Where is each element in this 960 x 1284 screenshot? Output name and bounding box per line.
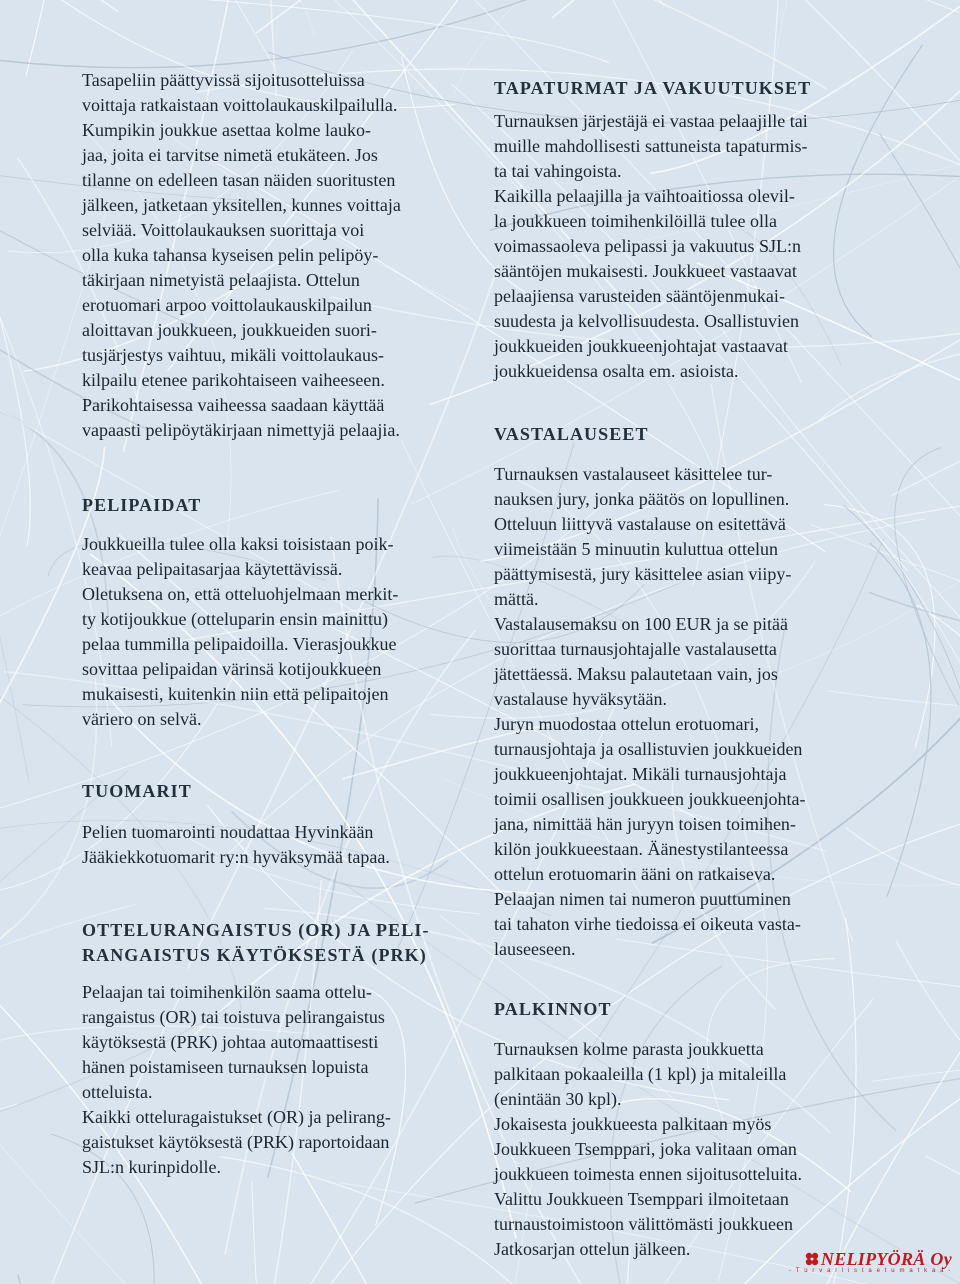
logo-name: NELIPYÖRÄ Oy [820, 1249, 952, 1269]
palkinnot-heading: PALKINNOT [494, 999, 612, 1019]
vastalauseet-text: Turnauksen vastalauseet käsittelee tur- nauksen jury, jonka päätös on lopullinen. Otteluun liittyvä vastalause on esitettävä viimeistään 5 minuutin kuluttua ottelun päättymisestä, jury käsittelee asian viipy- mättä. Vastalausemaksu on 100 EUR ja se pitää suorittaa turnausjohtajalle vastalausetta jätettäessä. Maksu palautetaan vain, jos vastalause hyväksytään. Juryn muodostaa ottelun erotuomari, turnausjohtaja ja osallistuvien joukkueiden joukkueenjohtajat. Mikäli turnausjohtaja toimii osallisen joukkueen joukkueenjohta- jana, nimittää hän juryyn toisen toimihen- kilön joukkueestaan. Äänestystilanteessa ottelun erotuomarin ääni on ratkaiseva. Pelaajan nimen tai numeron puuttuminen tai tahaton virhe tiedoissa ei oikeuta vasta- lauseeseen. [494, 464, 806, 959]
left-column [82, 68, 472, 1180]
tapaturmat-text: Turnauksen järjestäjä ei vastaa pelaajille tai muille mahdollisesti sattuneista tapaturmis- ta tai vahingoista. Kaikilla pelaajilla ja vaihtoaitiossa olevil- la joukkueen toimihenkilöillä tulee olla voimassaoleva pelipassi ja vakuutus SJL:n sääntöjen mukaisesti. Joukkueet vastaavat pelaajiensa varusteiden sääntöjenmukai- suudesta ja kelvollisuudesta. Osallistuvien joukkueiden joukkueenjohtajat vastaavat joukkueidensa osalta em. asioista. [494, 111, 808, 381]
pelipaidat-heading: PELIPAIDAT [82, 495, 202, 515]
tuomarit-heading: TUOMARIT [82, 781, 192, 801]
shootout-rules-text: Tasapeliin päättyvissä sijoitusotteluissa voittaja ratkaistaan voittolaukauskilpailulla. Kumpikin joukkue asettaa kolme lauko- jaa, joita ei tarvitse nimetä etukäteen. Jos tilanne on edelleen tasan näiden suoritusten jälkeen, jatketaan yksitellen, kunnes voittaja selviää. Voittolaukauksen suorittaja voi olla kuka tahansa kyseisen pelin pelipöy- täkirjaan nimetyistä pelaajista. Ottelun erotuomari arpoo voittolaukauskilpailun aloittavan joukkueen, joukkueiden suori- tusjärjestys vaihtuu, mikäli voittolaukaus- kilpailu etenee parikohtaiseen vaiheeseen. Parikohtaisessa vaiheessa saadaan käyttää vapaasti pelipöytäkirjaan nimettyjä pelaajia. [82, 70, 401, 440]
nelipyora-logo [789, 1249, 952, 1274]
logo-tagline: - T u r v a l l i s t a e t u m a t k a a - [789, 1268, 952, 1274]
rangaistus-text: Pelaajan tai toimihenkilön saama ottelu- rangaistus (OR) tai toistuva pelirangaistus käytöksestä (PRK) johtaa automaattisesti hänen poistamiseen turnauksen lopuista otteluista. Kaikki otteluragaistukset (OR) ja pelirang- gaistukset käytöksestä (PRK) raportoidaan SJL:n kurinpidolle. [82, 982, 391, 1177]
palkinnot-text: Turnauksen kolme parasta joukkuetta palkitaan pokaaleilla (1 kpl) ja mitaleilla (enintään 30 kpl). Jokaisesta joukkueesta palkitaan myös Joukkueen Tsemppari, joka valitaan oman joukkueen toimesta ennen sijoitusotteluita. Valittu Joukkueen Tsemppari ilmoitetaan turnaustoimistoon välittömästi joukkueen Jatkosarjan ottelun jälkeen. [494, 1039, 802, 1259]
tapaturmat-heading: TAPATURMAT JA VAKUUTUKSET [494, 78, 812, 98]
right-column [494, 68, 886, 1262]
rangaistus-heading: OTTELURANGAISTUS (OR) JA PELI- RANGAISTUS KÄYTÖKSESTÄ (PRK) [82, 920, 430, 965]
pelipaidat-text: Joukkueilla tulee olla kaksi toisistaan poik- keavaa pelipaitasarjaa käytettävissä. Oletuksena on, että otteluohjelmaan merkit- ty kotijoukkue (otteluparin ensin mainittu) pelaa tummilla pelipaidoilla. Vierasjoukkue sovittaa pelipaidan värinsä kotijoukkueen mukaisesti, kuitenkin niin että pelipaitojen väriero on selvä. [82, 534, 399, 729]
vastalauseet-heading: VASTALAUSEET [494, 424, 649, 444]
logo-mark-icon [805, 1252, 819, 1266]
tuomarit-text: Pelien tuomarointi noudattaa Hyvinkään Jääkiekkotuomarit ry:n hyväksymää tapaa. [82, 822, 390, 867]
